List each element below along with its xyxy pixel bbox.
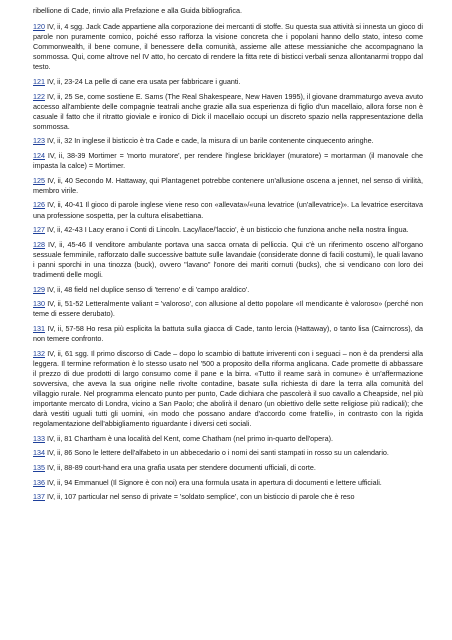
footnote-ref-link[interactable]: 126 [33,200,45,210]
footnote-127 [33,225,423,235]
footnote-123 [33,136,423,146]
footnote-124 [33,151,423,171]
footnote-121 [33,77,423,87]
footnote-122 [33,92,423,132]
footnote-132 [33,349,423,430]
footnote-text: IV, ii, 38-39 Mortimer = 'morto muratore', per rendere l'inglese bricklayer (muratore) = mortarman (il manovale che impasta la calce) = Mortimer. [33,151,423,171]
footnote-text: IV, ii, 94 Emmanuel (Il Signore è con noi) era una formula usata in apertura di documenti e lettere ufficiali. [45,477,382,487]
footnote-ref-link[interactable]: 127 [33,225,45,235]
footnote-126 [33,200,423,220]
footnote-text: IV, ii, 32 In inglese il bisticcio è tra Cade e cade, la misura di un barile contenente cinquecento aringhe. [45,136,374,146]
footnote-ref-link[interactable]: 134 [33,448,45,458]
footnote-ref-link[interactable]: 133 [33,433,45,443]
footnote-137 [33,492,423,502]
footnote-ref-link[interactable]: 123 [33,136,45,146]
footnote-text: IV, ii, 61 sgg. Il primo discorso di Cade – dopo lo scambio di battute irriverenti con i seguaci – non è da prendersi alla leggera. Il termine reformation è lo stesso usato nel '500 a proposito della riforma anglicana. Cade promette di abbassare il prezzo di due prodotti di largo consumo come il pane e la birra. «Tutto il reame sarà in comune» è un'affermazione sovversiva, che aveva la sua origine nelle rivolte contadine, basate sulla richiesta di dare la terra alla comunità del villaggio rurale. Nel programma elencato punto per punto, Cade dichiara che pascolerà il suo cavallo a Cheapside, nel più importante mercato di Londra, vicino a San Paolo; che abolirà il denaro (un obiettivo delle sette religiose più radicali); che darà vestiti uguali tutti gli uomini, «in modo che possano andare d'accordo come fratelli», in contrasto con la rigida regolamentazione dell'abbigliamento riguardante i diversi ceti sociali. [33,348,423,429]
footnote-135 [33,463,423,473]
footnote-text: IV, ii, 107 particular nel senso di private = 'soldato semplice', con un bisticcio di parole che è reso [45,492,355,502]
footnote-text: IV, ii, 88-89 court-hand era una grafia usata per stendere documenti ufficiali, di corte. [45,462,316,472]
footnote-text: IV, ii, 48 field nel duplice senso di 'terreno' e di 'campo araldico'. [45,284,250,294]
footnote-text: IV, ii, 45-46 Il venditore ambulante portava una sacca ornata di pelliccia. Qui c'è un riferimento osceno all'organo sessuale femminile, rafforzato dalle successive battute sulle lavandaie (considerate donne di facili costumi), le quali lavano i panni sporchi in una tinozza (buck), ovvero "lavano" l'onore dei mariti cornuti (bucks), che si vendicano con loro dei tradimenti delle mogli. [33,239,423,279]
footnote-ref-link[interactable]: 121 [33,76,45,86]
footnote-120 [33,22,423,72]
footnote-129 [33,285,423,295]
footnote-130 [33,299,423,319]
footnote-text: IV, ii, 4 sgg. Jack Cade appartiene alla corporazione dei mercanti di stoffe. Su questa sua attività si innesta un gioco di parole non puramente comico, poiché esso rafforza la visione concreta che i popolani hanno dello stato, inteso come Commonwealth, il bene comune, il benessere della comunità, assieme alle attese messianiche che accompagnano la sommossa. Qui, come altrove nel IV atto, ho cercato di rendere la fitta rete di bisticci verbali senza allontanarmi troppo dal testo. [33,22,423,72]
footnote-text: IV, ii, 40 Secondo M. Hattaway, qui Plantagenet potrebbe contenere un'allusione oscena a jennet, nel senso di virilità, membro virile. [33,175,423,195]
footnote-text: IV, ii, 81 Chartham è una località del Kent, come Chatham (nel primo in-quarto dell'opera). [45,433,333,443]
footnote-133 [33,434,423,444]
footnote-125 [33,176,423,196]
footnote-ref-link[interactable]: 128 [33,239,45,249]
continued-note-text: ribellione di Cade, rinvio alla Prefazione e alla Guida bibliografica. [33,6,242,15]
footnote-ref-link[interactable]: 130 [33,299,45,309]
footnote-text: IV, ii, 40-41 Il gioco di parole inglese viene reso con «allevata»/«una levatrice (un'allevatrice)». La levatrice esercitava una professione sospetta, per la cultura elisabettiana. [33,200,423,220]
footnote-ref-link[interactable]: 124 [33,151,45,161]
footnote-ref-link[interactable]: 120 [33,22,45,31]
notes-page [33,6,423,507]
footnote-text: IV, ii, 23-24 La pelle di cane era usata per fabbricare i guanti. [45,76,241,86]
footnote-text: IV, ii, 51-52 Letteralmente valiant = 'valoroso', con allusione al detto popolare «Il mendicante è valoroso» (perché non teme di essere derubato). [33,299,423,319]
footnote-ref-link[interactable]: 122 [33,91,45,101]
footnotes-list [33,22,423,502]
footnote-ref-link[interactable]: 125 [33,175,45,185]
footnote-text: IV, ii, 42-43 I Lacy erano i Conti di Lincoln. Lacy/lace/'laccio', è un bisticcio che funziona anche nella nostra lingua. [45,225,409,235]
footnote-text: IV, ii, 25 Se, come sostiene E. Sams (The Real Shakespeare, New Haven 1995), il giovane drammaturgo aveva avuto accesso all'ambiente delle compagnie teatrali anche grazie alla sua esperienza di figlio d'un macellaio, allora forse non è casuale il fatto che il ritratto gioviale e ironico di Dick il macellaio occupi un discreto spazio nella rappresentazione della sommossa. [33,91,423,131]
footnote-ref-link[interactable]: 132 [33,348,45,358]
footnote-ref-link[interactable]: 131 [33,323,45,333]
footnote-128 [33,240,423,280]
footnote-131 [33,324,423,344]
footnote-134 [33,448,423,458]
footnote-136 [33,478,423,488]
footnote-text: IV, ii, 57-58 Ho resa più esplicita la battuta sulla giacca di Cade, tanto lercia (Hattaway), o tanto lisa (Cairncross), da non temere confronto. [33,323,423,343]
footnote-ref-link[interactable]: 129 [33,284,45,294]
footnote-ref-link[interactable]: 137 [33,492,45,502]
footnote-text: IV, ii, 86 Sono le lettere dell'alfabeto in un abbecedario o i nomi dei santi stampati in rosso su un calendario. [45,448,389,458]
footnote-ref-link[interactable]: 135 [33,462,45,472]
footnote-ref-link[interactable]: 136 [33,477,45,487]
